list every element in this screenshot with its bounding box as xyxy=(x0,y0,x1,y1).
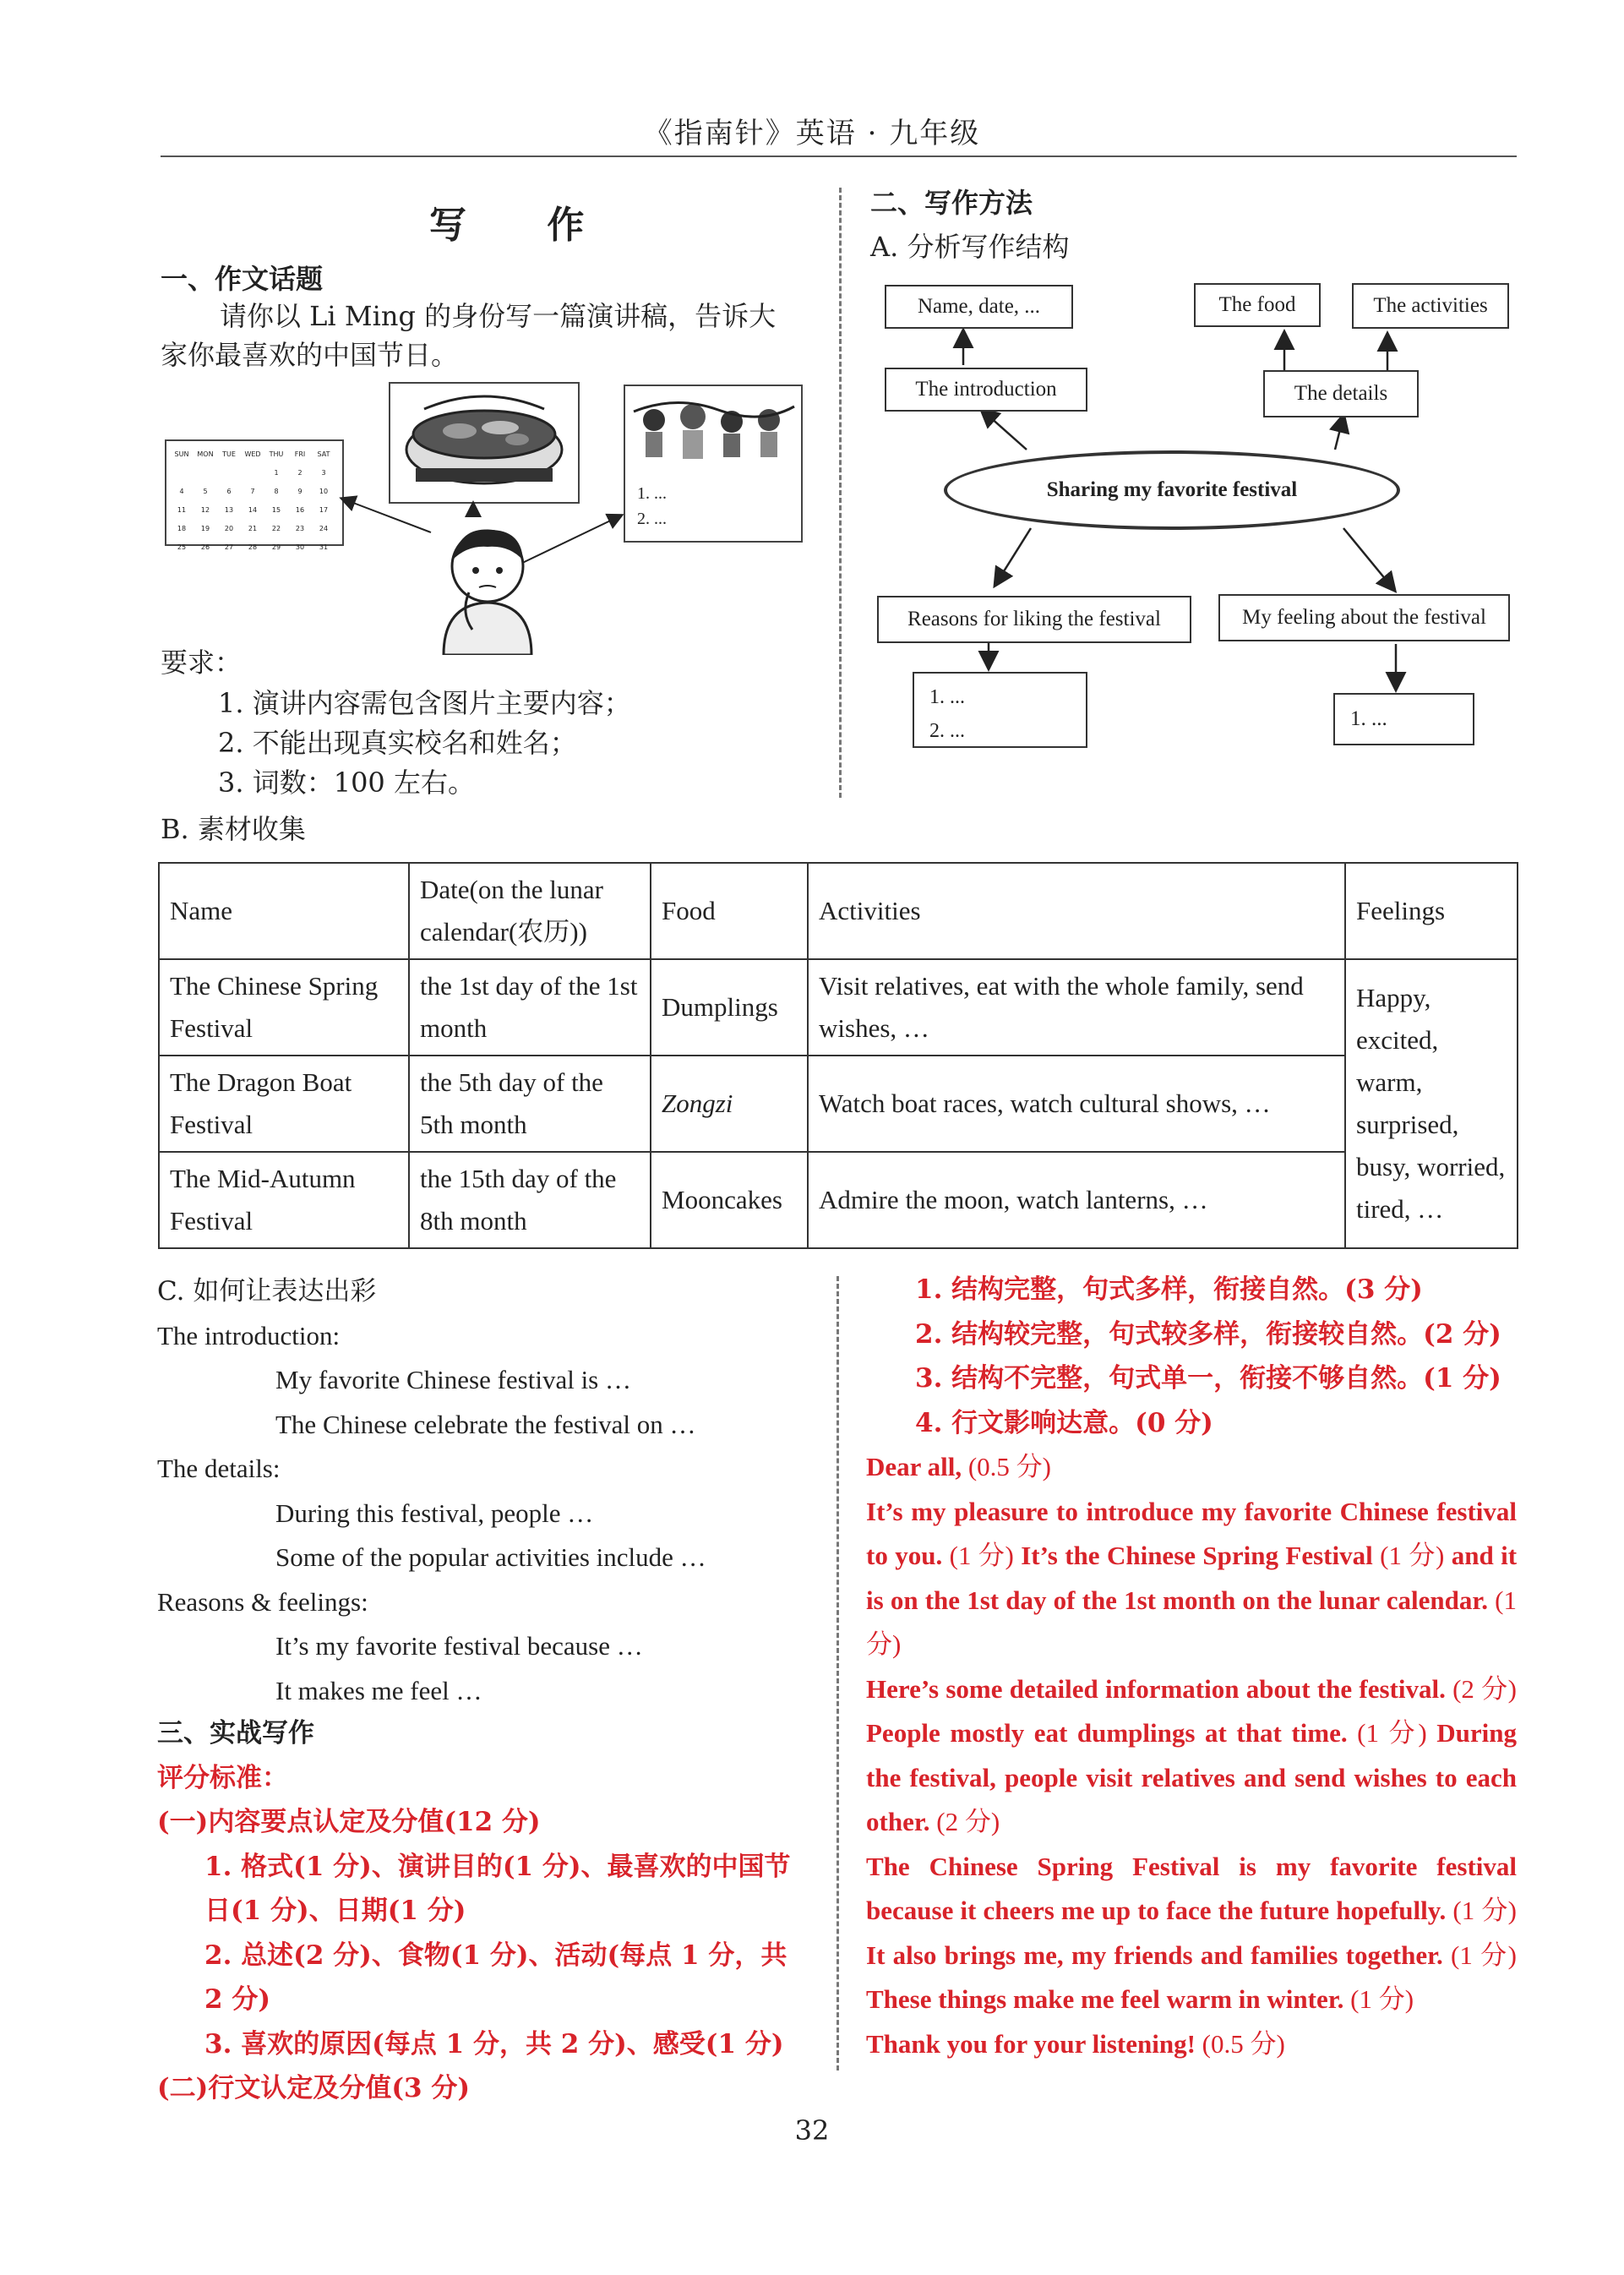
calendar-day: 29 xyxy=(271,543,281,551)
row-food: Dumplings xyxy=(651,959,808,1056)
calendar-weekday: THU xyxy=(269,450,284,458)
reasons-sentence-2: It makes me feel … xyxy=(275,1675,482,1705)
calendar-day: 5 xyxy=(203,487,208,495)
paragraph-details xyxy=(866,1667,1517,1845)
expression-heading: C. 如何让表达出彩 xyxy=(157,1276,377,1307)
feelings-cell: Happy, excited, warm, surprised, busy, worried, tired, … xyxy=(1345,959,1518,1248)
expression-section xyxy=(157,1269,816,1713)
calendar-day: 1 xyxy=(274,468,279,477)
method-heading: 二、写作方法 xyxy=(870,187,1033,219)
calendar-day: 3 xyxy=(321,468,326,477)
section-title: 写 作 xyxy=(429,204,619,247)
calendar-day: 21 xyxy=(248,524,258,532)
calendar-day: 15 xyxy=(271,505,281,514)
topic-line-1: 请你以 Li Ming 的身份写一篇演讲稿，告诉大 xyxy=(220,300,777,332)
calendar-day: 9 xyxy=(297,487,302,495)
sentence: The Chinese Spring Festival is my favorite festival because it cheers me up to face the future hopefully. xyxy=(866,1851,1517,1925)
page-header: 《指南针》英语 · 九年级 xyxy=(643,117,981,150)
diagram-activities: The activities xyxy=(1352,283,1509,329)
sentence: These things make me feel warm in winter. xyxy=(866,1984,1344,2014)
row-activities: Visit relatives, eat with the whole family, send wishes, … xyxy=(808,959,1345,1056)
diagram-food: The food xyxy=(1194,283,1321,327)
style-item-1: 1. 结构完整，句式多样，衔接自然。(3 分) xyxy=(915,1274,1423,1305)
calendar-weekday: WED xyxy=(244,450,261,458)
header-date: Date(on the lunar calendar(农历)) xyxy=(409,863,651,959)
calendar-day: 31 xyxy=(319,543,329,551)
calendar-day: 7 xyxy=(250,487,255,495)
row-name: The Dragon Boat Festival xyxy=(159,1056,409,1152)
reasons-label: Reasons & feelings: xyxy=(157,1586,368,1617)
row-food: Mooncakes xyxy=(651,1152,808,1248)
calendar-day: 17 xyxy=(319,505,329,514)
details-sentence-2: Some of the popular activities include … xyxy=(275,1542,706,1572)
calendar-day: 16 xyxy=(295,505,305,514)
header-rule xyxy=(161,155,1517,157)
closing-line xyxy=(866,2022,1517,2067)
structure-heading: A. 分析写作结构 xyxy=(870,231,1070,263)
topic-heading: 一、作文话题 xyxy=(161,263,324,295)
calendar-day: 27 xyxy=(224,543,234,551)
diagram-details: The details xyxy=(1263,370,1419,417)
diagram-introduction: The introduction xyxy=(885,368,1087,412)
diagram-name-date: Name, date, ... xyxy=(885,285,1073,329)
boy-thinking-illustration xyxy=(427,520,553,655)
calendar-day: 18 xyxy=(177,524,187,532)
intro-sentence-2: The Chinese celebrate the festival on … xyxy=(275,1409,696,1439)
calendar-day: 10 xyxy=(319,487,329,495)
row-date: the 1st day of the 1st month xyxy=(409,959,651,1056)
header-name: Name xyxy=(159,863,409,959)
criteria-heading: 评分标准： xyxy=(157,1762,288,1793)
diagram-feeling-list: 1. ... xyxy=(1333,693,1474,745)
details-label: The details: xyxy=(157,1454,281,1483)
intro-label: The introduction: xyxy=(157,1320,341,1350)
diagram-reasons-list xyxy=(913,672,1087,748)
score: (1 分) xyxy=(1380,1541,1445,1570)
requirements-heading: 要求： xyxy=(161,646,243,679)
details-sentence-1: During this festival, people … xyxy=(275,1498,594,1528)
calendar-day: 25 xyxy=(177,543,187,551)
materials-table xyxy=(158,862,1518,1249)
calendar-day: 19 xyxy=(200,524,210,532)
calendar-day: 4 xyxy=(179,487,184,495)
calendar-day: 20 xyxy=(224,524,234,532)
style-item-4: 4. 行文影响达意。(0 分) xyxy=(915,1407,1213,1438)
calendar-day: 13 xyxy=(224,505,234,514)
row-food: Zongzi xyxy=(651,1056,808,1152)
intro-sentence-1: My favorite Chinese festival is … xyxy=(275,1365,631,1394)
score: (2 分) xyxy=(1452,1673,1518,1704)
criteria-section xyxy=(157,1711,808,2111)
diagram-center-topic: Sharing my favorite festival xyxy=(944,450,1400,530)
greeting: Dear all, xyxy=(866,1452,962,1481)
header-food: Food xyxy=(651,863,808,959)
calendar-day: 14 xyxy=(248,505,258,514)
materials-heading: B. 素材收集 xyxy=(161,813,306,845)
table-row xyxy=(159,1056,1518,1152)
calendar-day: 2 xyxy=(297,468,302,477)
score: (1 分) xyxy=(1452,1896,1518,1925)
calendar-day: 22 xyxy=(271,524,281,532)
calendar-day: 12 xyxy=(200,505,210,514)
closing: Thank you for your listening! xyxy=(866,2028,1196,2059)
reasons-item-2: 2. ... xyxy=(929,720,965,742)
column-divider-bottom xyxy=(837,1276,839,2070)
row-activities: Watch boat races, watch cultural shows, … xyxy=(808,1056,1345,1152)
content-heading: (一)内容要点认定及分值(12 分) xyxy=(157,1807,541,1837)
style-item-2: 2. 结构较完整，句式较多样，衔接较自然。(2 分) xyxy=(915,1318,1501,1350)
table-row xyxy=(159,1152,1518,1248)
style-criteria-list xyxy=(866,1268,1517,1445)
table-row xyxy=(159,959,1518,1056)
header-feelings: Feelings xyxy=(1345,863,1518,959)
calendar-day: 8 xyxy=(274,487,279,495)
requirement-1: 1. 演讲内容需包含图片主要内容； xyxy=(218,687,631,719)
table-header-row xyxy=(159,863,1518,959)
sentence: During the festival, people visit relatives and send wishes to each other. xyxy=(866,1718,1517,1836)
sample-essay xyxy=(866,1445,1517,2066)
row-date: the 15th day of the 8th month xyxy=(409,1152,651,1248)
calendar-day: 30 xyxy=(295,543,305,551)
row-date: the 5th day of the 5th month xyxy=(409,1056,651,1152)
sentence: It’s the Chinese Spring Festival xyxy=(1021,1541,1373,1570)
score: (1 分) xyxy=(1350,1984,1414,2014)
calendar-weekday: SAT xyxy=(317,450,330,458)
diagram-feeling: My feeling about the festival xyxy=(1218,594,1510,641)
score: (1 分) xyxy=(866,1585,1517,1659)
score: (1 分) xyxy=(1357,1718,1427,1748)
sentence: It’s my pleasure to introduce my favorite Chinese festival to you. xyxy=(866,1496,1517,1570)
topic-line-2: 家你最喜欢的中国节日。 xyxy=(161,339,459,371)
content-item-1: 1. 格式(1 分)、演讲目的(1 分)、最喜欢的中国节日(1 分)、日期(1 分) xyxy=(204,1851,791,1926)
calendar-weekday: MON xyxy=(197,450,214,458)
header-activities: Activities xyxy=(808,863,1345,959)
sentence: It also brings me, my friends and families together. xyxy=(866,1939,1443,1970)
closing-score: (0.5 分) xyxy=(1202,2028,1285,2059)
content-item-2: 2. 总述(2 分)、食物(1 分)、活动(每点 1 分，共 2 分) xyxy=(204,1939,787,2015)
style-heading: (二)行文认定及分值(3 分) xyxy=(157,2073,471,2103)
greeting-score: (0.5 分) xyxy=(967,1452,1051,1481)
requirement-3: 3. 词数：100 左右。 xyxy=(218,767,475,799)
score: (1 分) xyxy=(949,1541,1014,1570)
requirement-2: 2. 不能出现真实校名和姓名； xyxy=(218,727,577,759)
reasons-sentence-1: It’s my favorite festival because … xyxy=(275,1631,643,1661)
content-item-3: 3. 喜欢的原因(每点 1 分，共 2 分)、感受(1 分) xyxy=(204,2028,784,2060)
calendar-day: 23 xyxy=(295,524,305,532)
sentence: Here’s some detailed information about the festival. xyxy=(866,1673,1446,1704)
activity-item-1: 1. ... xyxy=(637,484,667,503)
activity-item-2: 2. ... xyxy=(637,510,667,528)
calendar-day: 28 xyxy=(248,543,258,551)
calendar-day: 26 xyxy=(200,543,210,551)
column-divider-top xyxy=(839,188,842,798)
sentence: People mostly eat dumplings at that time. xyxy=(866,1718,1348,1748)
calendar-weekday: TUE xyxy=(222,450,236,458)
row-activities: Admire the moon, watch lanterns, … xyxy=(808,1152,1345,1248)
row-name: The Chinese Spring Festival xyxy=(159,959,409,1056)
style-item-3: 3. 结构不完整，句式单一，衔接不够自然。(1 分) xyxy=(915,1363,1501,1394)
paragraph-intro xyxy=(866,1490,1517,1667)
sentence: and it is on the 1st day of the 1st month on the lunar calendar. xyxy=(866,1541,1518,1615)
calendar-day: 6 xyxy=(226,487,232,495)
calendar-day: 24 xyxy=(319,524,329,532)
calendar-day: 11 xyxy=(177,505,187,514)
practice-heading: 三、实战写作 xyxy=(157,1718,314,1749)
greeting-line xyxy=(866,1445,1517,1490)
calendar-weekday: SUN xyxy=(174,450,189,458)
row-name: The Mid-Autumn Festival xyxy=(159,1152,409,1248)
paragraph-reasons xyxy=(866,1845,1517,2022)
score: (1 分) xyxy=(1451,1939,1517,1970)
diagram-reasons: Reasons for liking the festival xyxy=(877,596,1191,643)
calendar-weekday: FRI xyxy=(294,450,306,458)
page-number: 32 xyxy=(794,2114,830,2147)
score: (2 分) xyxy=(936,1807,1000,1836)
reasons-item-1: 1. ... xyxy=(929,686,965,708)
